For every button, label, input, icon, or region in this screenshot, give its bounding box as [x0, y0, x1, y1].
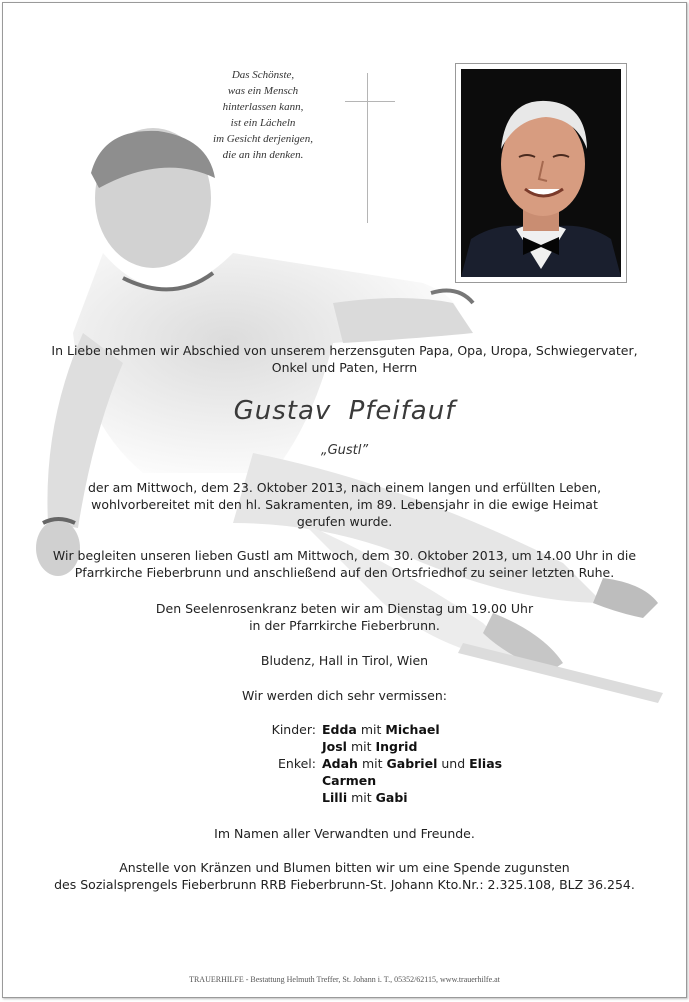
death-notice-line: der am Mittwoch, dem 23. Oktober 2013, nach einem langen und erfüllten Leben, — [87, 480, 602, 495]
deceased-nickname: „Gustl” — [320, 443, 369, 458]
conjunction: mit — [350, 739, 372, 754]
list-item — [266, 738, 502, 755]
list-item — [266, 755, 502, 772]
family-member: Ingrid — [375, 739, 418, 754]
kinder-label: Kinder: — [271, 722, 316, 737]
list-item — [266, 789, 502, 806]
relatives-text: Im Namen aller Verwandten und Freunde. — [214, 826, 475, 841]
miss-you-text: Wir werden dich sehr vermissen: — [242, 688, 447, 703]
conjunction: mit — [360, 722, 382, 737]
donation-text — [3, 859, 686, 893]
obituary-page — [2, 2, 687, 998]
conjunction: mit — [351, 790, 372, 805]
portrait-frame — [455, 63, 627, 283]
funeral-home-footer: TRAUERHILFE - Bestattung Helmuth Treffer, St. Johann i. T., 05352/62115, www.trauerhilfe.at — [189, 975, 500, 984]
list-item — [266, 772, 502, 789]
cross-icon — [367, 73, 368, 223]
family-member: Carmen — [322, 773, 377, 788]
poem-line: was ein Mensch — [227, 85, 299, 97]
family-member: Lilli — [322, 790, 348, 805]
family-member: Edda — [322, 722, 357, 737]
rosary-line: Den Seelenrosenkranz beten wir am Dienstag um 19.00 Uhr — [155, 601, 534, 616]
family-member: Michael — [385, 722, 440, 737]
family-member: Gabriel — [386, 756, 438, 771]
memorial-poem — [163, 67, 363, 163]
cross-icon-bar — [345, 101, 395, 102]
family-member: Gabi — [375, 790, 408, 805]
conjunction: mit — [361, 756, 383, 771]
death-notice-line: gerufen wurde. — [296, 514, 393, 529]
conjunction: und — [441, 756, 466, 771]
intro-text — [3, 342, 686, 376]
rosary-info — [3, 600, 686, 634]
rosary-line: in der Pfarrkirche Fieberbrunn. — [249, 618, 440, 633]
poem-line: Das Schönste, — [231, 69, 295, 81]
list-item — [266, 721, 502, 738]
poem-line: im Gesicht derjenigen, — [213, 133, 313, 145]
enkel-label: Enkel: — [278, 756, 316, 771]
intro-line: Onkel und Paten, Herrn — [271, 360, 418, 375]
poem-line: die an ihn denken. — [222, 149, 304, 161]
poem-line: ist ein Lächeln — [230, 117, 296, 129]
intro-line: In Liebe nehmen wir Abschied von unserem herzensguten Papa, Opa, Uropa, Schwiegervater, — [51, 343, 638, 358]
poem-line: hinterlassen kann, — [222, 101, 304, 113]
portrait-photo — [461, 69, 621, 277]
deceased-name: Gustav Pfeifauf — [233, 396, 456, 426]
donation-line: des Sozialsprengels Fieberbrunn RRB Fieberbrunn-St. Johann Kto.Nr.: 2.325.108, BLZ 36.254. — [54, 877, 635, 892]
family-member: Elias — [469, 756, 503, 771]
death-notice — [3, 479, 686, 530]
places-text: Bludenz, Hall in Tirol, Wien — [260, 653, 429, 668]
death-notice-line: wohlvorbereitet mit den hl. Sakramenten, im 89. Lebensjahr in die ewige Heimat — [91, 497, 598, 512]
family-member: Adah — [322, 756, 358, 771]
funeral-line: Pfarrkirche Fieberbrunn und anschließend auf den Ortsfriedhof zu seiner letzten Ruhe. — [74, 565, 615, 580]
funeral-line: Wir begleiten unseren lieben Gustl am Mittwoch, dem 30. Oktober 2013, um 14.00 Uhr in die — [52, 548, 637, 563]
family-list — [266, 721, 502, 806]
family-member: Josl — [322, 739, 347, 754]
funeral-info — [3, 547, 686, 581]
donation-line: Anstelle von Kränzen und Blumen bitten wir um eine Spende zugunsten — [119, 860, 570, 875]
